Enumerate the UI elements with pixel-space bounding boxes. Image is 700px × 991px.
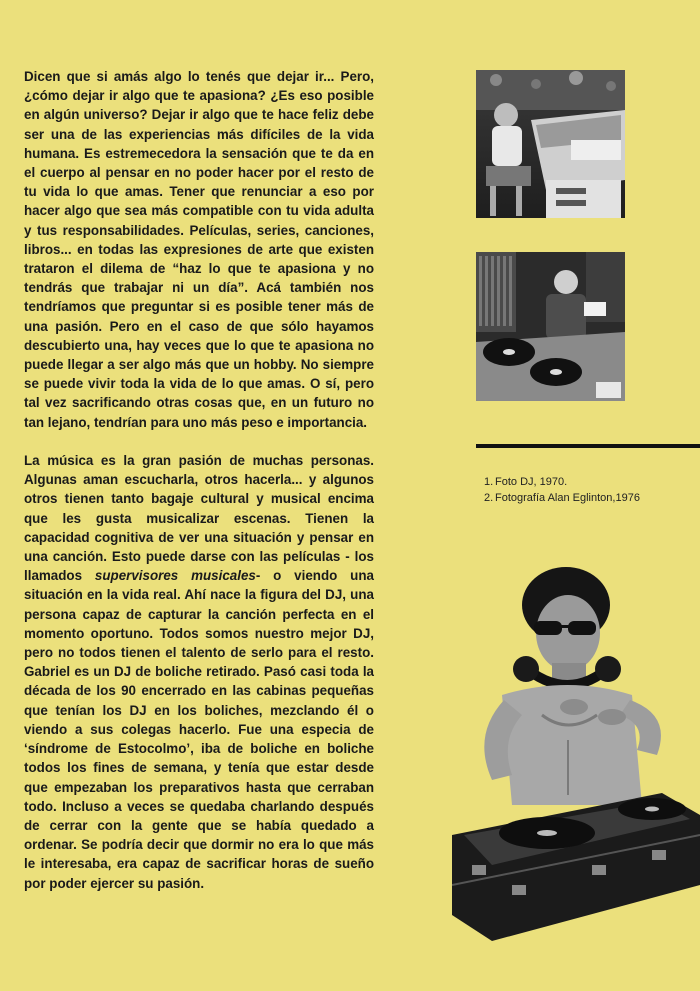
section-divider: [476, 444, 700, 448]
paragraph-2-end: - o viendo una situación en la vida real. Ahí nace la figura del DJ, una persona capaz de capturar la canción perfecta en el momento oportuno. Todos somos nuestro mejor DJ, pero no todos tienen el talento de serlo para el resto. Gabriel es un DJ de boliche retirado. Pasó casi toda la década de los 90 encerrado en las cabinas pequeñas que tenían los DJ en los boliches, mezclando él o viendo a sus colegas hacerlo. Fue una especia de ‘síndrome de Estocolmo’, iba de boliche en boliche todos los fines de semana, y tenía que estar desde que empezaban los preparativos hasta que cerraban todo. Incluso a veces se quedaba charlando después de cerrar con la gente que se había quedado a ordenar. Se podría decir que dormir no era lo que más le interesaba, era capaz de sacrificar horas de sueño por poder ejercer su pasión.: [24, 568, 374, 891]
caption-1: [484, 474, 664, 490]
photo-dj-1976: [476, 252, 625, 401]
caption-2-text: Fotografía Alan Eglinton,1976: [495, 492, 640, 504]
caption-2-number: 2.: [484, 492, 494, 504]
photo-dj-cutout: [452, 565, 700, 941]
photo-dj-1970-image: [476, 70, 625, 218]
photo-dj-1976-image: [476, 252, 625, 401]
caption-1-text: Foto DJ, 1970.: [495, 476, 568, 488]
paragraph-1: Dicen que si amás algo lo tenés que dejar ir... Pero, ¿cómo dejar ir algo que te apasiona? ¿Es eso posible en algún universo? Dejar ir algo que te hace feliz debe ser una de las experiencias más difíciles de la vida humana. Es estremecedora la sensación que te da en el cuerpo al pensar en no poder hacer por el resto de tu vida lo que amas. Tener que renunciar a eso por hacer algo que sea más compatible con tu vida adulta y tus responsabilidades. Películas, series, canciones, libros... en todas las expresiones de arte que existen trataron el dilema de “haz lo que te apasiona y no tendrás que trabajar ni un día”. Acá también nos tendríamos que preguntar si es posible tener más de una pasión. Pero en el caso de que sólo hayamos descubierto una, hay veces que lo que te apasiona no puede llegar a ser algo más que un hobby. No siempre se puede vivir toda la vida de lo que amas. O sí, pero tal vez sacrificando otras cosas que, en un futuro no tan lejano, tendrían para uno más peso e importancia.: [24, 69, 374, 430]
photo-captions: [484, 474, 664, 506]
caption-2: [484, 490, 664, 506]
paragraph-2-start: La música es la gran pasión de muchas personas. Algunas aman escucharla, otros hacerla... y algunos otros tienen tanto bagaje cultural y musical encima que les gusta musicalizar escenas. Tienen la capacidad cognitiva de ver una situación y pensar en una canción. Esto puede darse con las películas - los llamados: [24, 453, 374, 584]
emphasis-musical-supervisors: supervisores musicales: [94, 568, 256, 584]
paragraph-2: [24, 451, 374, 893]
photo-dj-cutout-image: [452, 565, 700, 941]
photo-dj-1970: [476, 70, 625, 218]
article-body: [24, 67, 374, 912]
caption-1-number: 1.: [484, 476, 494, 488]
